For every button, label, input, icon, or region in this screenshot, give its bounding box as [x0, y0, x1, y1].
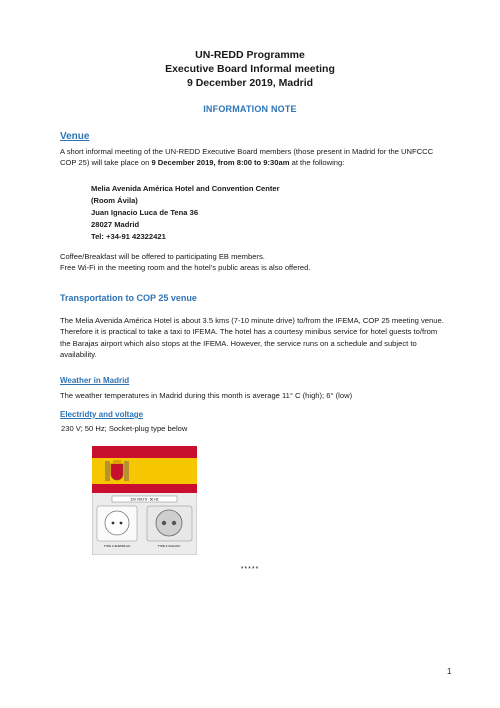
spain-coat-of-arms-icon — [105, 460, 129, 481]
venue-text-b: at the following: — [289, 158, 345, 168]
transport-paragraph: The Melia Avenida América Hotel is about 3.5 kms (7-10 minute drive) to/from the IFEMA, COP 25 meeting venue. Therefore it is practical to take a taxi to IFEMA. The hotel has a courtesy minibus service for hotel guests to/from the Barajas airport which also stops at the IFEMA. However, the service runs on a schedule and subject to availability. — [60, 316, 444, 360]
svg-text:220 VOLTS - 50 HZ: 220 VOLTS - 50 HZ — [130, 497, 159, 502]
transport-heading: Transportation to COP 25 venue — [60, 293, 197, 303]
meeting-title: Executive Board Informal meeting — [165, 63, 335, 75]
programme-title: UN-REDD Programme — [195, 49, 305, 61]
meeting-date: 9 December 2019, Madrid — [186, 77, 314, 89]
coffee-text: Coffee/Breakfast will be offered to participating EB members. — [60, 252, 265, 261]
address-room: (Room Ávila) — [91, 196, 138, 205]
address-city: 28027 Madrid — [91, 220, 140, 229]
venue-heading: Venue — [60, 131, 90, 142]
address-street: Juan Ignacio Luca de Tena 36 — [91, 208, 199, 217]
address-hotel: Melia Avenida América Hotel and Convention Center — [91, 184, 280, 193]
voltage-paragraph: 230 V; 50 Hz; Socket-plug type below — [61, 424, 188, 433]
spain-socket-image — [92, 446, 197, 555]
page-number: 1 — [447, 667, 452, 676]
section-separator: ***** — [240, 566, 260, 573]
weather-paragraph: The weather temperatures in Madrid during this month is average 11° C (high); 6° (low) — [60, 391, 353, 400]
svg-text:TYPE C EUROPLUG: TYPE C EUROPLUG — [103, 544, 131, 548]
address-phone: Tel: +34-91 42322421 — [91, 232, 166, 241]
venue-address — [91, 183, 280, 243]
info-note-title: INFORMATION NOTE — [203, 104, 297, 114]
type-f-plug-icon — [147, 506, 192, 541]
electricity-heading: Electridty and voltage — [60, 410, 144, 419]
wifi-text: Free Wi-Fi in the meeting room and the hotel’s public areas is also offered. — [60, 263, 311, 273]
svg-text:TYPE F SCHUKO: TYPE F SCHUKO — [157, 544, 181, 548]
document-header — [0, 48, 500, 90]
venue-paragraph — [60, 146, 445, 169]
venue-date-time: 9 December 2019, from 8:00 to 9:30am — [151, 158, 290, 168]
venue-text-a: A short informal meeting of the UN-REDD Executive Board members (those present in Madrid for the UNFCCC COP 25) will take place on — [60, 147, 434, 168]
amenities-paragraph — [60, 251, 445, 274]
type-c-socket-icon — [97, 506, 137, 541]
weather-heading: Weather in Madrid — [60, 376, 130, 385]
